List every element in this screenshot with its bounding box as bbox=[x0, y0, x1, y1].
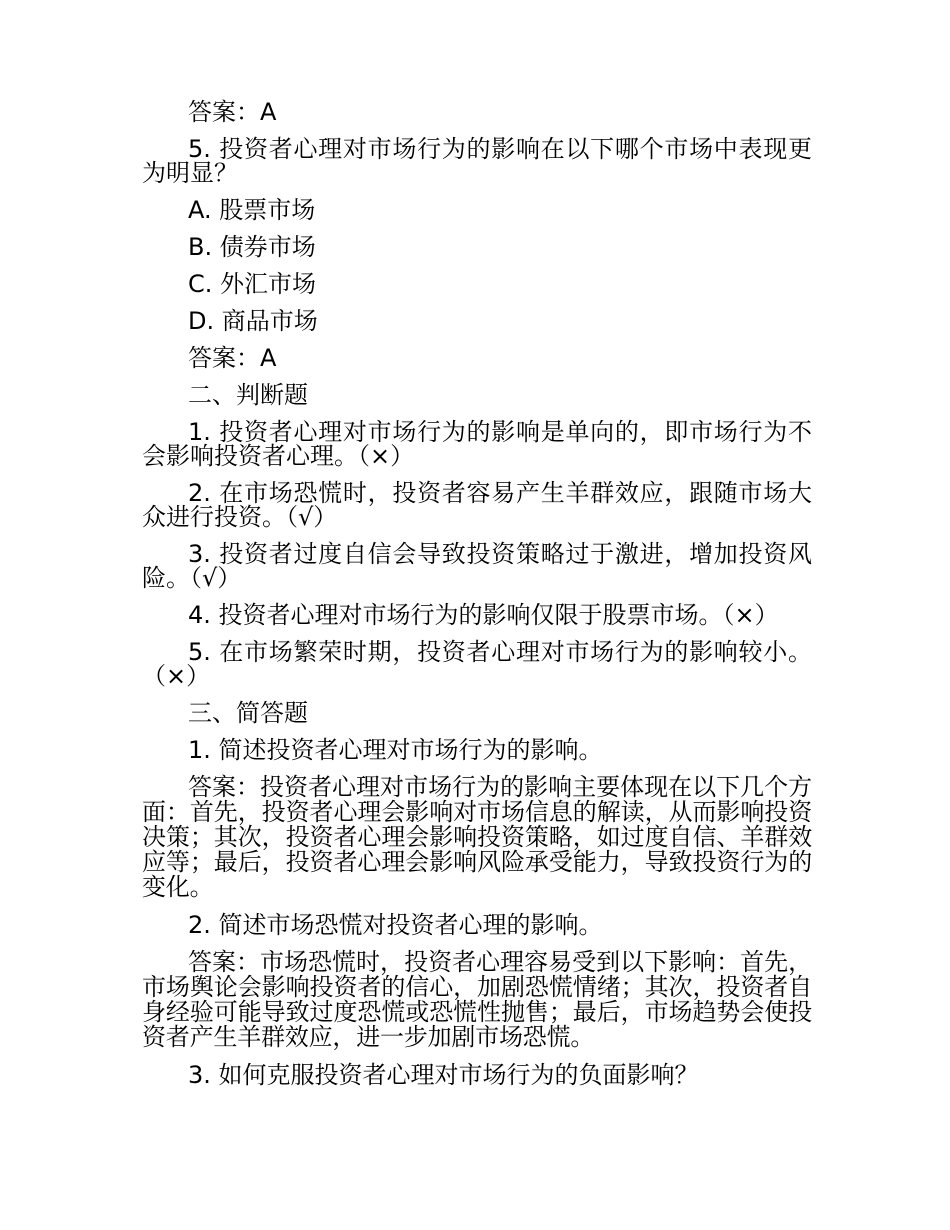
question-5: 5. 投资者心理对市场行为的影响在以下哪个市场中表现更为明显？ bbox=[142, 135, 812, 187]
section-heading-true-false: 二、判断题 bbox=[188, 381, 308, 409]
short-answer-answer-1: 答案：投资者心理对市场行为的影响主要体现在以下几个方面：首先，投资者心理会影响对市场信息的解读，从而影响投资决策；其次，投资者心理会影响投资策略，如过度自信、羊群效应等；最后，投资者心理会影响风险承受能力，导致投资行为的变化。 bbox=[142, 773, 812, 901]
option-b: B. 债券市场 bbox=[188, 233, 316, 261]
document-body bbox=[142, 100, 812, 1100]
short-answer-question-1: 1. 简述投资者心理对市场行为的影响。 bbox=[188, 736, 603, 764]
true-false-item-1: 1. 投资者心理对市场行为的影响是单向的，即市场行为不会影响投资者心理。（×） bbox=[142, 418, 812, 470]
option-a: A. 股票市场 bbox=[188, 196, 316, 224]
true-false-item-5: 5. 在市场繁荣时期，投资者心理对市场行为的影响较小。（×） bbox=[142, 638, 812, 690]
answer-line: 答案：A bbox=[188, 344, 277, 372]
short-answer-question-3: 3. 如何克服投资者心理对市场行为的负面影响？ bbox=[188, 1061, 699, 1089]
short-answer-answer-2: 答案：市场恐慌时，投资者心理容易受到以下影响：首先，市场舆论会影响投资者的信心，加剧恐慌情绪；其次，投资者自身经验可能导致过度恐慌或恐慌性抛售；最后，市场趋势会使投资者产生羊群效应，进一步加剧市场恐慌。 bbox=[142, 948, 812, 1051]
section-heading-short-answer: 三、简答题 bbox=[188, 699, 308, 727]
true-false-item-3: 3. 投资者过度自信会导致投资策略过于激进，增加投资风险。（√） bbox=[142, 540, 812, 592]
short-answer-question-2: 2. 简述市场恐慌对投资者心理的影响。 bbox=[188, 911, 603, 939]
option-c: C. 外汇市场 bbox=[188, 270, 317, 298]
true-false-item-4: 4. 投资者心理对市场行为的影响仅限于股票市场。（×） bbox=[188, 601, 779, 629]
answer-line: 答案：A bbox=[188, 98, 277, 126]
true-false-item-2: 2. 在市场恐慌时，投资者容易产生羊群效应，跟随市场大众进行投资。（√） bbox=[142, 479, 812, 531]
option-d: D. 商品市场 bbox=[188, 307, 318, 335]
